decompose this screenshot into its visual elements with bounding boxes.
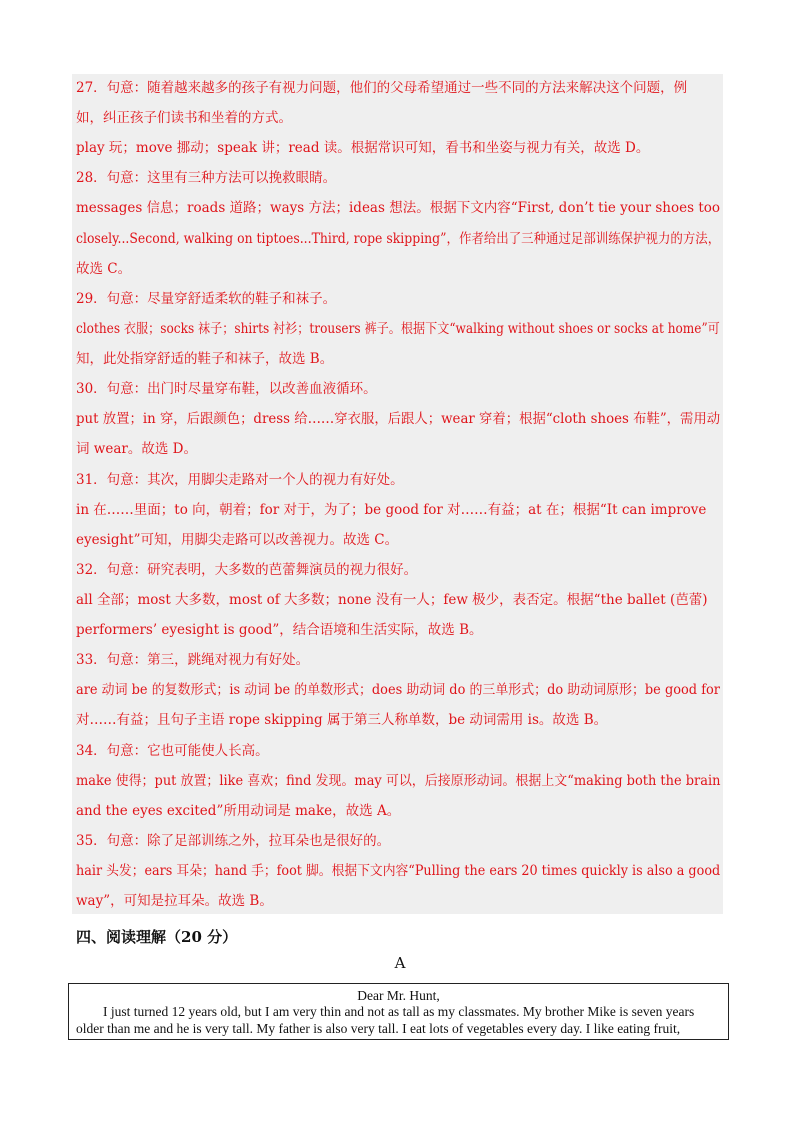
section-heading: 四、阅读理解（20 分） [76,928,238,946]
answer-line: 如，纠正孩子们读书和坐着的方式。 [76,110,292,126]
letter-line: older than me and he is very tall. My father is also very tall. I eat lots of vegetables every day. I like eating fruit, [76,1021,681,1036]
answer-line: are 动词 be 的复数形式；is 动词 be 的单数形式；does 助动词 do 的三单形式；do 助动词原形；be good for [76,682,720,698]
answer-line: clothes 衣服；socks 袜子；shirts 衬衫；trousers 裤子。根据下文“walking without shoes or socks at home”可 [76,321,720,337]
answer-line: 故选 C。 [76,261,132,277]
answer-line: 30．句意：出门时尽量穿布鞋，以改善血液循环。 [76,381,377,397]
answer-line: performers’ eyesight is good”，结合语境和生活实际，故选 B。 [76,622,483,638]
answer-line: closely...Second, walking on tiptoes...Third, rope skipping”，作者给出了三种通过足部训练保护视力的方法， [76,231,721,247]
answer-line: play 玩；move 挪动；speak 讲；read 读。根据常识可知，看书和坐姿与视力有关，故选 D。 [76,140,650,156]
answer-line: way”，可知是拉耳朵。故选 B。 [76,893,273,909]
answer-line: 对……有益；且句子主语 rope skipping 属于第三人称单数，be 动词需用 is。故选 B。 [76,712,608,728]
passage-label: A [394,954,406,972]
answer-line: 35．句意：除了足部训练之外，拉耳朵也是很好的。 [76,833,391,849]
answer-line: 词 wear。故选 D。 [76,441,197,457]
answer-line: 27．句意：随着越来越多的孩子有视力问题，他们的父母希望通过一些不同的方法来解决这个问题，例 [76,80,688,96]
answer-line: 34．句意：它也可能使人长高。 [76,743,269,759]
answer-line: 知，此处指穿舒适的鞋子和袜子，故选 B。 [76,351,334,367]
answer-line: 33．句意：第三，跳绳对视力有好处。 [76,652,310,668]
letter-line: I just turned 12 years old, but I am very thin and not as tall as my classmates. My brother Mike is seven years [103,1004,695,1019]
answer-line: 31．句意：其次，用脚尖走路对一个人的视力有好处。 [76,472,404,488]
answer-line: eyesight”可知，用脚尖走路可以改善视力。故选 C。 [76,532,399,548]
answer-line: put 放置；in 穿，后跟颜色；dress 给……穿衣服，后跟人；wear 穿着；根据“cloth shoes 布鞋”，需用动 [76,411,721,427]
answer-line: 29．句意：尽量穿舒适柔软的鞋子和袜子。 [76,291,337,307]
letter-salutation: Dear Mr. Hunt, [357,988,440,1003]
answer-line: 28．句意：这里有三种方法可以挽救眼睛。 [76,170,337,186]
answer-line: 32．句意：研究表明，大多数的芭蕾舞演员的视力很好。 [76,562,418,578]
answer-line: all 全部；most 大多数，most of 大多数；none 没有一人；few 极少，表否定。根据“the ballet (芭蕾) [76,592,708,608]
letter-box [68,983,729,1040]
answer-line: messages 信息；roads 道路；ways 方法；ideas 想法。根据下文内容“First, don’t tie your shoes too [76,200,721,216]
answer-line: in 在……里面；to 向，朝着；for 对于，为了；be good for 对……有益；at 在；根据“It can improve [76,502,707,518]
answer-line: and the eyes excited”所用动词是 make，故选 A。 [76,803,401,819]
answer-line: make 使得；put 放置；like 喜欢；find 发现。may 可以，后接原形动词。根据上文“making both the brain [76,773,721,789]
answer-line: hair 头发；ears 耳朵；hand 手；foot 脚。根据下文内容“Pulling the ears 20 times quickly is also a good [76,863,721,879]
